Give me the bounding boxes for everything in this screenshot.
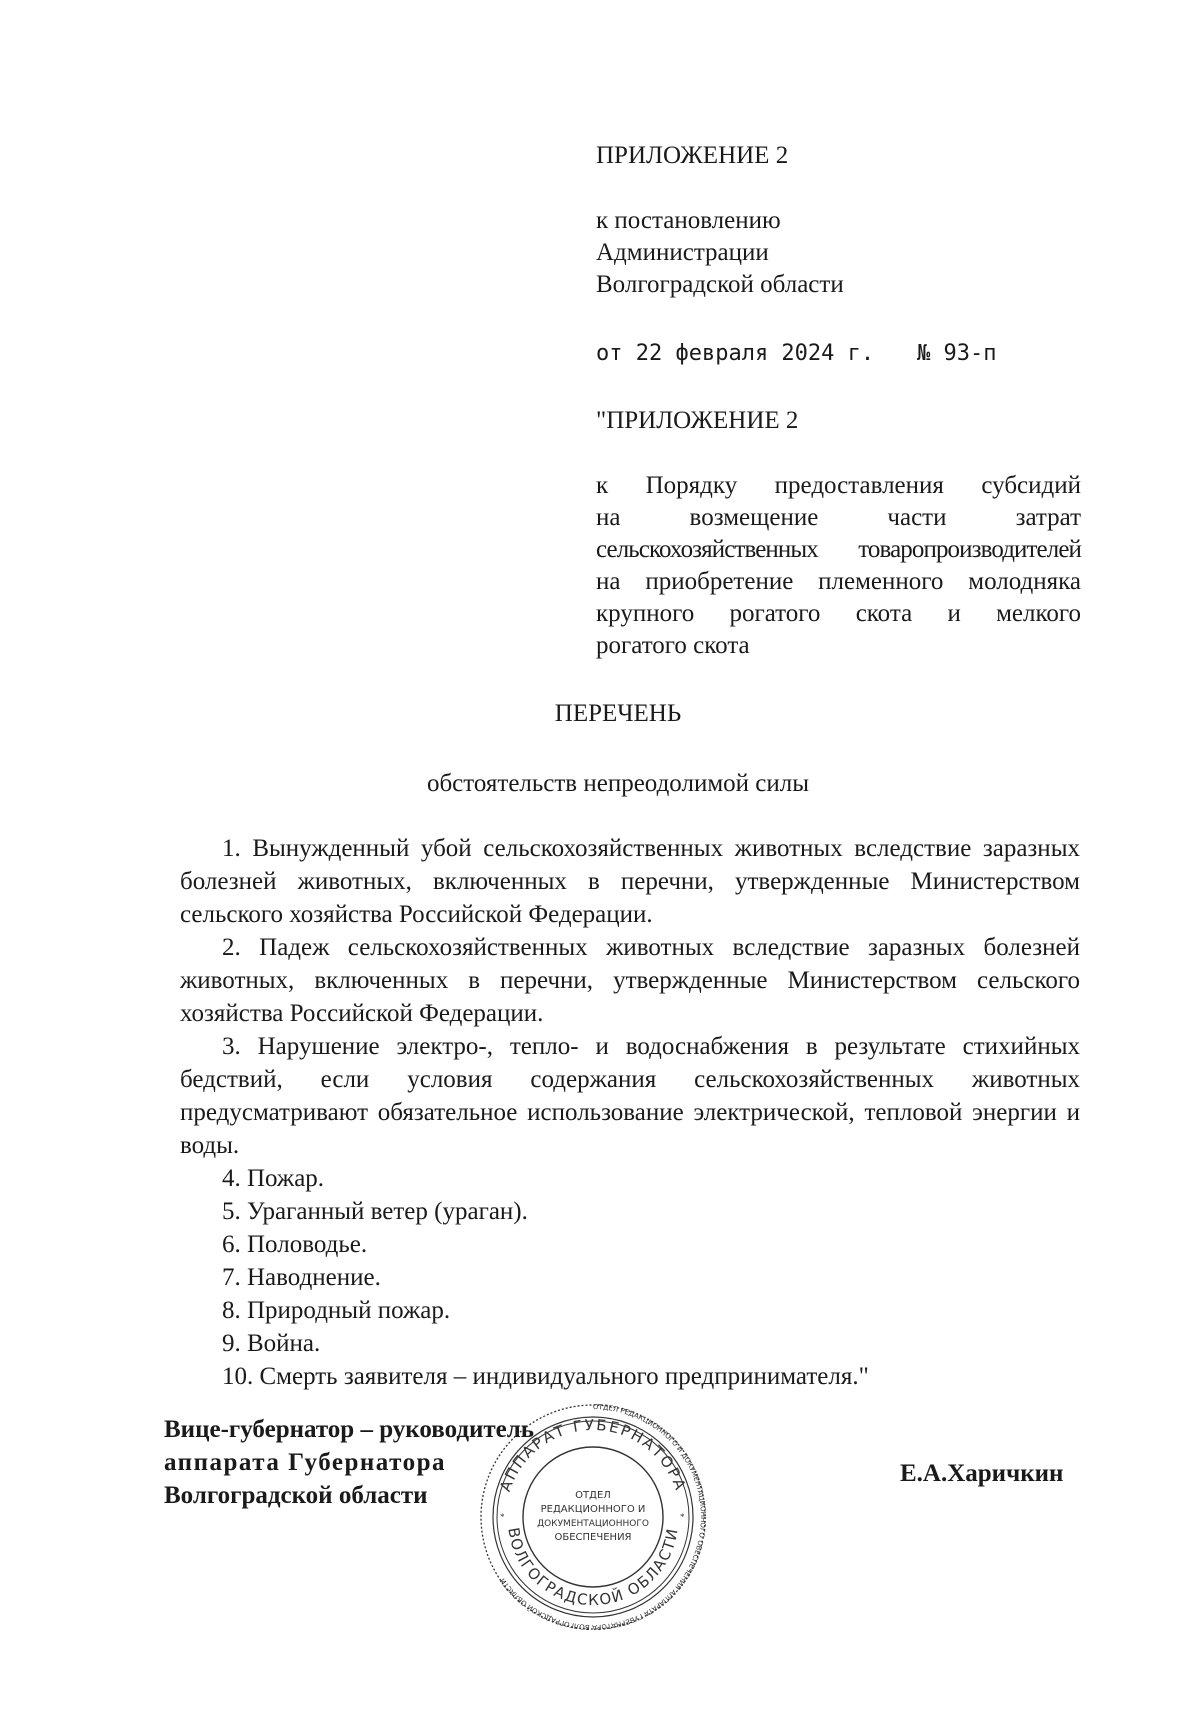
document-subtitle: обстоятельств непреодолимой силы [426,770,810,797]
list-item: 10. Смерть заявителя – индивидуального предпринимателя." [222,1363,869,1390]
attachment-recipient-line: к постановлению [596,207,781,234]
stamp-arc-top: АППАРАТ ГУБЕРНАТОРА [496,1415,690,1494]
stamp-arc-bottom: ВОЛГОГРАДСКОЙ ОБЛАСТИ [504,1526,682,1610]
star-icon: * [680,1512,685,1522]
list-item: 9. Война. [222,1330,321,1357]
inner-recipient-line: к Порядку предоставления субсидий [596,472,1081,499]
stamp-center-line: ОБЕСПЕЧЕНИЯ [554,1532,632,1543]
item-list [180,832,1080,1393]
inner-recipient-line: рогатого скота [596,632,750,659]
inner-recipient-line: крупного рогатого скота и мелкого [596,600,1081,627]
document-title: ПЕРЕЧЕНЬ [554,700,682,727]
inner-attachment-recipient [596,470,1081,662]
attachment-heading: ПРИЛОЖЕНИЕ 2 [596,142,789,169]
attachment-recipient-line: Волгоградской области [596,271,844,298]
resolution-date-line [596,338,1081,370]
inner-recipient-line: на приобретение племенного молодняка [596,568,1081,595]
signatory-name: Е.А.Харичкин [900,1460,1064,1487]
stamp-center-line: РЕДАКЦИОННОГО И [540,1504,646,1515]
attachment-recipient-line: Администрации [596,239,769,266]
resolution-number: № 93-п [917,341,997,366]
star-icon: * [500,1512,505,1522]
list-item: 1. Вынужденный убой сельскохозяйственных животных вследствие заразных болезней животных, включенных в перечни, утвержденные Министерством сельского хозяйства Российской Федерации. [180,835,1080,928]
list-item: 3. Нарушение электро-, тепло- и водоснабжения в результате стихийных бедствий, если условия содержания сельскохозяйственных животных предусматривают обязательное использование электрической, тепловой энергии и воды. [180,1033,1080,1159]
list-item: 5. Ураганный ветер (ураган). [222,1198,528,1225]
stamp-center-line: ОТДЕЛ [575,1490,611,1501]
inner-attachment-heading: "ПРИЛОЖЕНИЕ 2 [596,407,799,434]
official-stamp [478,1402,708,1632]
resolution-date: от 22 февраля 2024 г. [596,341,875,366]
list-item: 7. Наводнение. [222,1264,381,1291]
attachment-recipient [596,205,1081,301]
list-item: 4. Пожар. [222,1165,325,1192]
signatory-position-line: Волгоградской области [164,1482,428,1509]
list-item: 2. Падеж сельскохозяйственных животных вследствие заразных болезней животных, включенных в перечни, утвержденные Министерством сельского хозяйства Российской Федерации. [180,934,1080,1027]
inner-recipient-line: сельскохозяйственных товаропроизводителей [596,536,1081,563]
signatory-position-line: аппарата Губернатора [164,1449,446,1476]
signatory-position-line: Вице-губернатор – руководитель [164,1416,535,1443]
list-item: 6. Половодье. [222,1231,368,1258]
stamp-center-line: ДОКУМЕНТАЦИОННОГО [537,1519,649,1529]
list-item: 8. Природный пожар. [222,1297,451,1324]
stamp-outer-text: ОТДЕЛ РЕДАКЦИОННОГО И ДОКУМЕНТАЦИОННОГО ОБЕСПЕЧЕНИЯ АППАРАТА ГУБЕРНАТОРА ВОЛГОГРАДСКОЙ ОБЛАСТИ [498,1402,707,1632]
inner-recipient-line: на возмещение части затрат [596,504,1081,531]
